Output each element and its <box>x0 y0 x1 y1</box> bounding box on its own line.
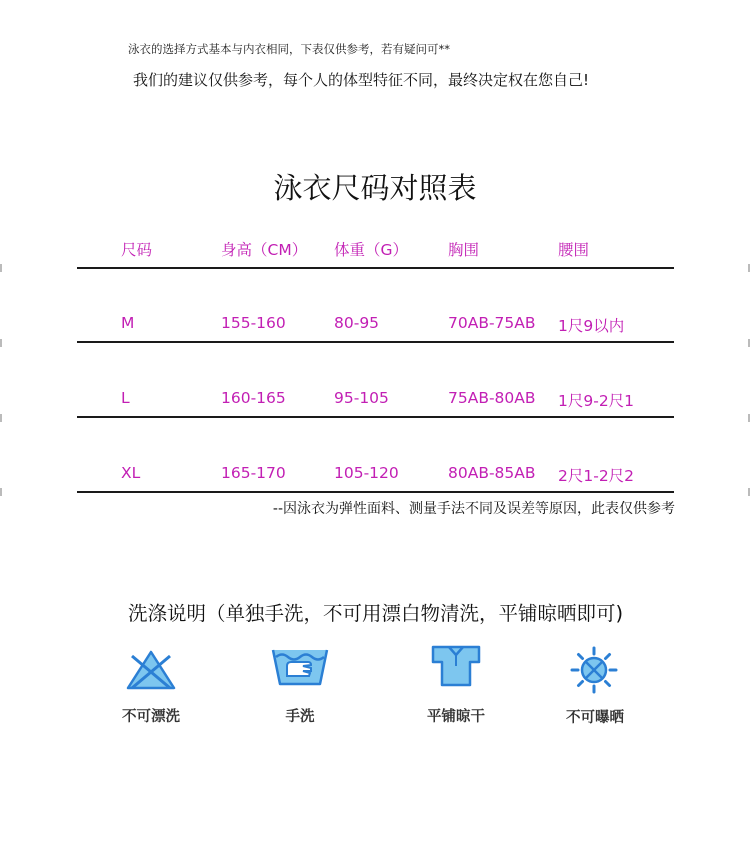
header-height: 身高（CM） <box>221 241 308 259</box>
edge-tick <box>0 414 2 422</box>
cell-bust: 70AB-75AB <box>448 314 536 332</box>
cell-weight: 105-120 <box>334 464 399 482</box>
cell-weight: 95-105 <box>334 389 389 407</box>
table-title: 泳衣尺码对照表 <box>273 171 477 205</box>
cell-waist: 1尺9以内 <box>558 317 625 335</box>
dry-flat-icon <box>430 644 482 688</box>
cell-height: 155-160 <box>221 314 286 332</box>
washing-title: 洗涤说明（单独手洗，不可用漂白物清洗，平铺晾晒即可) <box>128 602 624 625</box>
cell-bust: 75AB-80AB <box>448 389 536 407</box>
table-rule <box>77 491 674 493</box>
dry-flat-label: 平铺晾干 <box>427 709 485 725</box>
hand-wash-label: 手洗 <box>285 709 315 725</box>
no-bleach-icon <box>124 648 178 692</box>
hand-wash-icon <box>270 646 330 688</box>
cell-bust: 80AB-85AB <box>448 464 536 482</box>
header-bust: 胸围 <box>448 241 480 259</box>
edge-tick <box>0 339 2 347</box>
no-bleach-label: 不可漂洗 <box>122 709 180 725</box>
cell-height: 165-170 <box>221 464 286 482</box>
edge-tick <box>0 488 2 496</box>
no-sun-label: 不可曝晒 <box>566 710 624 726</box>
intro-line-1: 泳衣的选择方式基本与内衣相同，下表仅供参考，若有疑问可** <box>128 42 450 56</box>
cell-size: L <box>121 389 130 407</box>
table-rule <box>77 341 674 343</box>
table-rule <box>77 416 674 418</box>
header-size: 尺码 <box>121 241 153 259</box>
cell-waist: 2尺1-2尺2 <box>558 467 635 485</box>
cell-size: XL <box>121 464 141 482</box>
cell-weight: 80-95 <box>334 314 380 332</box>
cell-size: M <box>121 314 135 332</box>
header-waist: 腰围 <box>558 241 590 259</box>
cell-height: 160-165 <box>221 389 286 407</box>
intro-line-2: 我们的建议仅供参考，每个人的体型特征不同，最终决定权在您自己! <box>133 71 590 89</box>
table-note: --因泳衣为弹性面料、测量手法不同及误差等原因，此表仅供参考 <box>272 501 675 517</box>
no-sun-icon <box>570 646 618 694</box>
header-weight: 体重（G） <box>334 241 409 259</box>
cell-waist: 1尺9-2尺1 <box>558 392 635 410</box>
table-rule <box>77 267 674 269</box>
edge-tick <box>0 264 2 272</box>
